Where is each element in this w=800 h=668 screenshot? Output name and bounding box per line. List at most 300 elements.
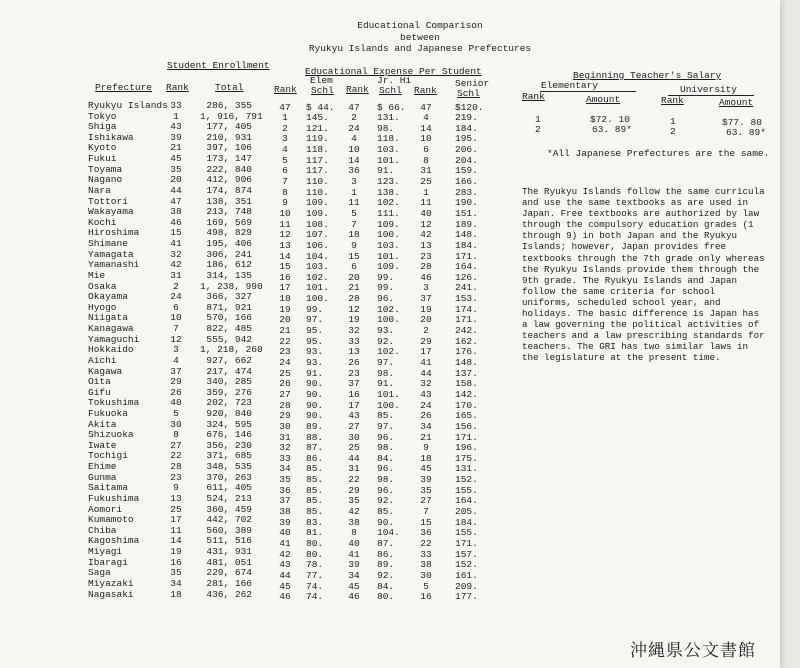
cell-exp-rank: 21 bbox=[279, 325, 291, 337]
cell-elem-expense: 85. bbox=[306, 463, 324, 475]
cell-total: 397, 106 bbox=[206, 142, 252, 154]
cell-elem-expense: 91. bbox=[306, 367, 324, 379]
cell-senior-rank: 13 bbox=[420, 239, 432, 251]
cell-jrhi-expense: 96. bbox=[377, 463, 395, 475]
cell-prefecture: Osaka bbox=[88, 280, 117, 292]
cell-jrhi-rank: 31 bbox=[348, 463, 360, 475]
cell-jrhi-rank: 46 bbox=[348, 591, 360, 603]
cell-jrhi-rank: 6 bbox=[351, 261, 357, 273]
cell-exp-rank: 22 bbox=[279, 335, 291, 347]
cell-total: 511, 516 bbox=[206, 535, 252, 547]
cell-total: 370, 263 bbox=[206, 471, 252, 483]
cell-prefecture: Chiba bbox=[88, 524, 117, 536]
cell-exp-rank: 39 bbox=[279, 516, 291, 528]
cell-senior-expense: 171. bbox=[455, 250, 478, 262]
cell-enroll-rank: 46 bbox=[170, 216, 182, 228]
cell-total: 412, 906 bbox=[206, 174, 252, 186]
cell-jrhi-expense: 99. bbox=[377, 271, 395, 283]
cell-senior-expense: 152. bbox=[455, 474, 478, 486]
cell-prefecture: Tochigi bbox=[88, 450, 128, 462]
cell-prefecture: Toyama bbox=[88, 163, 123, 175]
cell-jrhi-expense: $ 66. bbox=[377, 101, 406, 113]
cell-senior-rank: 26 bbox=[420, 410, 432, 422]
salary-univ-amount-header: Amount bbox=[719, 97, 754, 108]
cell-enroll-rank: 25 bbox=[170, 503, 182, 515]
cell-elem-expense: 85. bbox=[306, 506, 324, 518]
cell-jrhi-rank: 29 bbox=[348, 484, 360, 496]
cell-total: 138, 351 bbox=[206, 195, 252, 207]
cell-jrhi-expense: 96. bbox=[377, 293, 395, 305]
title-line-2: between bbox=[400, 31, 440, 43]
cell-jrhi-expense: 103. bbox=[377, 144, 400, 156]
cell-exp-rank: 11 bbox=[279, 218, 291, 230]
cell-prefecture: Ishikawa bbox=[88, 131, 134, 143]
cell-jrhi-expense: 97. bbox=[377, 357, 395, 369]
explanatory-paragraph: The Ryukyu Islands follow the same curricula and use the same textbooks as are used in Japan. Free textbooks are authorized by law through the compulsory education grades (1 through 9) in both Japan and the Ryukyu Islands; however, Japan provides free textbooks through the 7th grade only whereas the Ryukyu Islands provide them through the 9th grade. The Ryukyu Islands and Japan follow the same criteria for school uniforms, scheduled school year, and holidays. The basic difference is Japan has a law governing the political activities of teachers and a law prescribing standards for teachers. The GRI has two similar laws in the legislature at the present time. bbox=[522, 186, 765, 364]
cell-total: 366, 327 bbox=[206, 291, 252, 303]
cell-exp-rank: 41 bbox=[279, 538, 291, 550]
cell-total: 676, 146 bbox=[206, 429, 252, 441]
cell-exp-rank: 40 bbox=[279, 527, 291, 539]
cell-prefecture: Saga bbox=[88, 567, 111, 579]
col-total: Total bbox=[215, 82, 244, 93]
cell-jrhi-rank: 16 bbox=[348, 388, 360, 400]
cell-exp-rank: 17 bbox=[279, 282, 291, 294]
cell-exp-rank: 20 bbox=[279, 314, 291, 326]
cell-enroll-rank: 37 bbox=[170, 365, 182, 377]
cell-elem-expense: 74. bbox=[306, 580, 324, 592]
cell-senior-rank: 40 bbox=[420, 207, 432, 219]
cell-senior-expense: 205. bbox=[455, 506, 478, 518]
cell-enroll-rank: 2 bbox=[173, 280, 179, 292]
cell-elem-expense: 86. bbox=[306, 452, 324, 464]
cell-enroll-rank: 7 bbox=[173, 323, 179, 335]
cell-jrhi-expense: 85. bbox=[377, 410, 395, 422]
cell-elem-expense: 117. bbox=[306, 165, 329, 177]
cell-senior-rank: 23 bbox=[420, 250, 432, 262]
cell-jrhi-rank: 47 bbox=[348, 101, 360, 113]
cell-senior-rank: 7 bbox=[423, 506, 429, 518]
cell-prefecture: Fukui bbox=[88, 153, 117, 165]
cell-elem-expense: 109. bbox=[306, 197, 329, 209]
cell-senior-expense: $120. bbox=[455, 101, 484, 113]
cell-senior-expense: 155. bbox=[455, 484, 478, 496]
salary-univ-rank-1: 1 bbox=[670, 116, 676, 127]
salary-elem-amount-header: Amount bbox=[586, 94, 621, 105]
cell-enroll-rank: 31 bbox=[170, 269, 182, 281]
col-elem-2: Schl bbox=[311, 85, 334, 96]
cell-senior-rank: 5 bbox=[423, 580, 429, 592]
cell-enroll-rank: 29 bbox=[170, 376, 182, 388]
cell-prefecture: Mie bbox=[88, 269, 106, 281]
cell-jrhi-rank: 39 bbox=[348, 559, 360, 571]
cell-senior-rank: 29 bbox=[420, 335, 432, 347]
cell-elem-expense: 80. bbox=[306, 548, 324, 560]
cell-total: 871, 921 bbox=[206, 301, 252, 313]
cell-jrhi-expense: 85. bbox=[377, 506, 395, 518]
cell-prefecture: Fukushima bbox=[88, 492, 140, 504]
cell-enroll-rank: 16 bbox=[170, 556, 182, 568]
cell-senior-expense: 142. bbox=[455, 388, 478, 400]
cell-jrhi-expense: 111. bbox=[377, 207, 400, 219]
cell-enroll-rank: 9 bbox=[173, 482, 179, 494]
cell-exp-rank: 6 bbox=[282, 165, 288, 177]
cell-exp-rank: 45 bbox=[279, 580, 291, 592]
salary-elem-amount-1: $72. 10 bbox=[590, 114, 630, 125]
cell-jrhi-rank: 32 bbox=[348, 325, 360, 337]
cell-enroll-rank: 3 bbox=[173, 344, 179, 356]
cell-jrhi-expense: 90. bbox=[377, 516, 395, 528]
cell-prefecture: Akita bbox=[88, 418, 117, 430]
cell-enroll-rank: 1 bbox=[173, 110, 179, 122]
cell-prefecture: Ibaragi bbox=[88, 556, 128, 568]
cell-jrhi-rank: 35 bbox=[348, 495, 360, 507]
cell-enroll-rank: 14 bbox=[170, 535, 182, 547]
cell-jrhi-rank: 40 bbox=[348, 538, 360, 550]
cell-jrhi-expense: 97. bbox=[377, 420, 395, 432]
cell-jrhi-rank: 4 bbox=[351, 133, 357, 145]
cell-jrhi-expense: 101. bbox=[377, 250, 400, 262]
cell-prefecture: Gifu bbox=[88, 386, 111, 398]
cell-senior-expense: 241. bbox=[455, 282, 478, 294]
cell-senior-expense: 159. bbox=[455, 165, 478, 177]
cell-total: 177, 405 bbox=[206, 121, 252, 133]
cell-jrhi-expense: 98. bbox=[377, 442, 395, 454]
cell-exp-rank: 23 bbox=[279, 346, 291, 358]
cell-jrhi-rank: 2 bbox=[351, 112, 357, 124]
cell-prefecture: Kochi bbox=[88, 216, 117, 228]
cell-exp-rank: 10 bbox=[279, 207, 291, 219]
cell-elem-expense: 101. bbox=[306, 282, 329, 294]
cell-total: 360, 459 bbox=[206, 503, 252, 515]
cell-senior-expense: 184. bbox=[455, 516, 478, 528]
col-senior-1: Senior bbox=[455, 78, 490, 89]
cell-total: 498, 829 bbox=[206, 227, 252, 239]
cell-elem-expense: 85. bbox=[306, 484, 324, 496]
cell-total: 611, 405 bbox=[206, 482, 252, 494]
cell-senior-rank: 47 bbox=[420, 101, 432, 113]
cell-senior-rank: 14 bbox=[420, 122, 432, 134]
cell-exp-rank: 36 bbox=[279, 484, 291, 496]
cell-senior-expense: 148. bbox=[455, 229, 478, 241]
cell-jrhi-rank: 22 bbox=[348, 474, 360, 486]
cell-senior-expense: 164. bbox=[455, 495, 478, 507]
cell-jrhi-rank: 3 bbox=[351, 176, 357, 188]
cell-exp-rank: 4 bbox=[282, 144, 288, 156]
cell-total: 1, 238, 990 bbox=[200, 280, 263, 292]
cell-senior-expense: 204. bbox=[455, 154, 478, 166]
cell-senior-expense: 153. bbox=[455, 293, 478, 305]
cell-senior-rank: 11 bbox=[420, 197, 432, 209]
cell-enroll-rank: 33 bbox=[170, 100, 182, 111]
cell-prefecture: Miyazaki bbox=[88, 577, 134, 589]
cell-elem-expense: 88. bbox=[306, 431, 324, 443]
cell-total: 560, 389 bbox=[206, 524, 252, 536]
cell-exp-rank: 18 bbox=[279, 293, 291, 305]
cell-prefecture: Kagawa bbox=[88, 365, 123, 377]
cell-enroll-rank: 42 bbox=[170, 259, 182, 271]
cell-total: 186, 612 bbox=[206, 259, 252, 271]
cell-enroll-rank: 22 bbox=[170, 450, 182, 462]
cell-exp-rank: 5 bbox=[282, 154, 288, 166]
cell-elem-expense: 95. bbox=[306, 335, 324, 347]
cell-total: 281, 166 bbox=[206, 577, 252, 589]
cell-senior-rank: 46 bbox=[420, 271, 432, 283]
cell-enroll-rank: 17 bbox=[170, 514, 182, 526]
cell-jrhi-rank: 12 bbox=[348, 303, 360, 315]
cell-senior-rank: 37 bbox=[420, 293, 432, 305]
cell-prefecture: Miyagi bbox=[88, 546, 123, 558]
cell-jrhi-rank: 25 bbox=[348, 442, 360, 454]
cell-total: 1, 916, 791 bbox=[200, 110, 263, 122]
cell-prefecture: Nara bbox=[88, 184, 111, 196]
cell-prefecture: Yamaguchi bbox=[88, 333, 140, 345]
cell-total: 359, 276 bbox=[206, 386, 252, 398]
cell-prefecture: Tokushima bbox=[88, 397, 140, 409]
cell-elem-expense: 100. bbox=[306, 293, 329, 305]
cell-total: 340, 285 bbox=[206, 376, 252, 388]
cell-total: 229, 674 bbox=[206, 567, 252, 579]
cell-jrhi-rank: 38 bbox=[348, 516, 360, 528]
cell-enroll-rank: 11 bbox=[170, 524, 182, 536]
document-title bbox=[300, 20, 540, 55]
cell-senior-expense: 171. bbox=[455, 431, 478, 443]
cell-exp-rank: 25 bbox=[279, 367, 291, 379]
cell-jrhi-expense: 98. bbox=[377, 367, 395, 379]
cell-total: 927, 662 bbox=[206, 354, 252, 366]
cell-senior-expense: 152. bbox=[455, 559, 478, 571]
cell-senior-rank: 10 bbox=[420, 133, 432, 145]
cell-enroll-rank: 23 bbox=[170, 471, 182, 483]
col-senior-rank: Rank bbox=[414, 85, 437, 96]
cell-jrhi-expense: 104. bbox=[377, 527, 400, 539]
cell-jrhi-expense: 99. bbox=[377, 282, 395, 294]
cell-senior-expense: 131. bbox=[455, 463, 478, 475]
cell-jrhi-rank: 23 bbox=[348, 367, 360, 379]
cell-enroll-rank: 47 bbox=[170, 195, 182, 207]
cell-elem-expense: 90. bbox=[306, 399, 324, 411]
cell-senior-rank: 2 bbox=[423, 325, 429, 337]
cell-jrhi-rank: 28 bbox=[348, 293, 360, 305]
salary-univ-amount-1: $77. 80 bbox=[722, 117, 762, 128]
cell-total: 436, 262 bbox=[206, 588, 252, 600]
cell-senior-rank: 42 bbox=[420, 229, 432, 241]
cell-elem-expense: 119. bbox=[306, 133, 329, 145]
cell-exp-rank: 38 bbox=[279, 506, 291, 518]
salary-elementary: Elementary bbox=[541, 80, 599, 91]
cell-senior-expense: 171. bbox=[455, 314, 478, 326]
cell-jrhi-expense: 92. bbox=[377, 495, 395, 507]
cell-jrhi-rank: 18 bbox=[348, 229, 360, 241]
cell-senior-expense: 166. bbox=[455, 176, 478, 188]
cell-enroll-rank: 4 bbox=[173, 354, 179, 366]
cell-total: 314, 135 bbox=[206, 269, 252, 281]
cell-prefecture: Nagano bbox=[88, 174, 123, 186]
salary-elem-rank-header: Rank bbox=[522, 91, 545, 102]
expense-header: Educational Expense Per Student bbox=[305, 66, 482, 77]
cell-elem-expense: 80. bbox=[306, 538, 324, 550]
cell-jrhi-rank: 41 bbox=[348, 548, 360, 560]
cell-jrhi-expense: 91. bbox=[377, 165, 395, 177]
cell-enroll-rank: 6 bbox=[173, 301, 179, 313]
title-line-1: Educational Comparison bbox=[357, 20, 483, 31]
cell-senior-expense: 177. bbox=[455, 591, 478, 603]
cell-enroll-rank: 44 bbox=[170, 184, 182, 196]
cell-elem-expense: 110. bbox=[306, 186, 329, 198]
cell-elem-expense: 109. bbox=[306, 207, 329, 219]
cell-elem-expense: 103. bbox=[306, 261, 329, 273]
cell-elem-expense: 93. bbox=[306, 346, 324, 358]
cell-total: 555, 942 bbox=[206, 333, 252, 345]
cell-jrhi-expense: 84. bbox=[377, 580, 395, 592]
col-jrhi-rank: Rank bbox=[346, 84, 369, 95]
cell-senior-expense: 126. bbox=[455, 271, 478, 283]
cell-jrhi-expense: 92. bbox=[377, 335, 395, 347]
salary-univ-rank-2: 2 bbox=[670, 126, 676, 137]
cell-senior-expense: 162. bbox=[455, 335, 478, 347]
cell-exp-rank: 13 bbox=[279, 239, 291, 251]
cell-enroll-rank: 18 bbox=[170, 588, 182, 600]
cell-jrhi-rank: 11 bbox=[348, 197, 360, 209]
cell-enroll-rank: 21 bbox=[170, 142, 182, 154]
cell-senior-expense: 165. bbox=[455, 410, 478, 422]
cell-exp-rank: 33 bbox=[279, 452, 291, 464]
cell-exp-rank: 12 bbox=[279, 229, 291, 241]
cell-jrhi-expense: 84. bbox=[377, 452, 395, 464]
cell-jrhi-rank: 43 bbox=[348, 410, 360, 422]
cell-jrhi-rank: 9 bbox=[351, 239, 357, 251]
cell-elem-expense: 102. bbox=[306, 271, 329, 283]
cell-senior-rank: 4 bbox=[423, 112, 429, 124]
cell-enroll-rank: 45 bbox=[170, 153, 182, 165]
cell-jrhi-rank: 34 bbox=[348, 569, 360, 581]
cell-prefecture: Fukuoka bbox=[88, 407, 128, 419]
cell-jrhi-expense: 98. bbox=[377, 122, 395, 134]
cell-senior-expense: 161. bbox=[455, 569, 478, 581]
cell-senior-rank: 15 bbox=[420, 516, 432, 528]
cell-enroll-rank: 39 bbox=[170, 131, 182, 143]
cell-senior-expense: 196. bbox=[455, 442, 478, 454]
cell-total: 306, 241 bbox=[206, 248, 252, 260]
cell-elem-expense: 83. bbox=[306, 516, 324, 528]
cell-jrhi-rank: 27 bbox=[348, 420, 360, 432]
cell-senior-rank: 34 bbox=[420, 420, 432, 432]
cell-senior-rank: 43 bbox=[420, 388, 432, 400]
cell-senior-rank: 9 bbox=[423, 442, 429, 454]
cell-jrhi-expense: 91. bbox=[377, 378, 395, 390]
cell-enroll-rank: 32 bbox=[170, 248, 182, 260]
cell-total: 371, 685 bbox=[206, 450, 252, 462]
cell-exp-rank: 27 bbox=[279, 388, 291, 400]
cell-prefecture: Ehime bbox=[88, 461, 117, 473]
cell-total: 195, 406 bbox=[206, 238, 252, 250]
cell-jrhi-expense: 93. bbox=[377, 325, 395, 337]
cell-senior-rank: 17 bbox=[420, 346, 432, 358]
cell-exp-rank: 7 bbox=[282, 176, 288, 188]
cell-elem-expense: 90. bbox=[306, 378, 324, 390]
cell-jrhi-expense: 123. bbox=[377, 176, 400, 188]
cell-jrhi-expense: 109. bbox=[377, 218, 400, 230]
cell-jrhi-rank: 21 bbox=[348, 282, 360, 294]
cell-elem-expense: 106. bbox=[306, 239, 329, 251]
cell-prefecture: Ryukyu Islands bbox=[88, 100, 168, 111]
cell-elem-expense: 85. bbox=[306, 474, 324, 486]
cell-total: 431, 931 bbox=[206, 546, 252, 558]
cell-jrhi-expense: 102. bbox=[377, 303, 400, 315]
cell-total: 524, 213 bbox=[206, 492, 252, 504]
cell-exp-rank: 16 bbox=[279, 271, 291, 283]
cell-elem-expense: 95. bbox=[306, 325, 324, 337]
cell-total: 481, 051 bbox=[206, 556, 252, 568]
cell-senior-expense: 283. bbox=[455, 186, 478, 198]
cell-total: 210, 931 bbox=[206, 131, 252, 143]
cell-elem-expense: $ 44. bbox=[306, 101, 335, 113]
salary-elem-amount-2: 63. 89* bbox=[592, 124, 632, 135]
cell-senior-expense: 157. bbox=[455, 548, 478, 560]
cell-jrhi-rank: 33 bbox=[348, 335, 360, 347]
cell-prefecture: Saitama bbox=[88, 482, 128, 494]
cell-senior-expense: 174. bbox=[455, 303, 478, 315]
cell-total: 442, 702 bbox=[206, 514, 252, 526]
cell-jrhi-expense: 102. bbox=[377, 346, 400, 358]
cell-senior-rank: 3 bbox=[423, 282, 429, 294]
cell-senior-expense: 219. bbox=[455, 112, 478, 124]
cell-senior-expense: 206. bbox=[455, 144, 478, 156]
cell-enroll-rank: 35 bbox=[170, 567, 182, 579]
col-senior-2: Schl bbox=[457, 88, 480, 99]
cell-senior-rank: 24 bbox=[420, 399, 432, 411]
cell-senior-expense: 190. bbox=[455, 197, 478, 209]
cell-enroll-rank: 13 bbox=[170, 492, 182, 504]
cell-senior-expense: 170. bbox=[455, 399, 478, 411]
cell-jrhi-rank: 24 bbox=[348, 122, 360, 134]
cell-total: 1, 218, 260 bbox=[200, 344, 263, 356]
cell-senior-expense: 164. bbox=[455, 261, 478, 273]
cell-prefecture: Kanagawa bbox=[88, 323, 134, 335]
cell-jrhi-expense: 100. bbox=[377, 399, 400, 411]
cell-total: 174, 874 bbox=[206, 184, 252, 196]
cell-enroll-rank: 43 bbox=[170, 121, 182, 133]
cell-elem-expense: 93. bbox=[306, 357, 324, 369]
cell-senior-rank: 35 bbox=[420, 484, 432, 496]
cell-exp-rank: 26 bbox=[279, 378, 291, 390]
cell-senior-expense: 175. bbox=[455, 452, 478, 464]
cell-prefecture: Kyoto bbox=[88, 142, 117, 154]
cell-exp-rank: 3 bbox=[282, 133, 288, 145]
cell-senior-rank: 39 bbox=[420, 474, 432, 486]
cell-jrhi-rank: 44 bbox=[348, 452, 360, 464]
salary-elem-underline bbox=[540, 91, 636, 92]
cell-senior-rank: 18 bbox=[420, 452, 432, 464]
col-jrhi-1: Jr. Hi bbox=[377, 75, 412, 86]
cell-elem-expense: 145. bbox=[306, 112, 329, 124]
cell-senior-rank: 31 bbox=[420, 165, 432, 177]
salary-elem-rank-2: 2 bbox=[535, 124, 541, 135]
cell-prefecture: Hiroshima bbox=[88, 227, 140, 239]
cell-enroll-rank: 40 bbox=[170, 397, 182, 409]
cell-jrhi-expense: 118. bbox=[377, 133, 400, 145]
cell-exp-rank: 37 bbox=[279, 495, 291, 507]
cell-enroll-rank: 19 bbox=[170, 546, 182, 558]
cell-senior-expense: 158. bbox=[455, 378, 478, 390]
cell-total: 570, 166 bbox=[206, 312, 252, 324]
cell-prefecture: Oita bbox=[88, 376, 111, 388]
cell-jrhi-expense: 131. bbox=[377, 112, 400, 124]
cell-prefecture: Kagoshima bbox=[88, 535, 140, 547]
cell-senior-rank: 19 bbox=[420, 303, 432, 315]
cell-elem-expense: 107. bbox=[306, 229, 329, 241]
cell-senior-rank: 28 bbox=[420, 261, 432, 273]
